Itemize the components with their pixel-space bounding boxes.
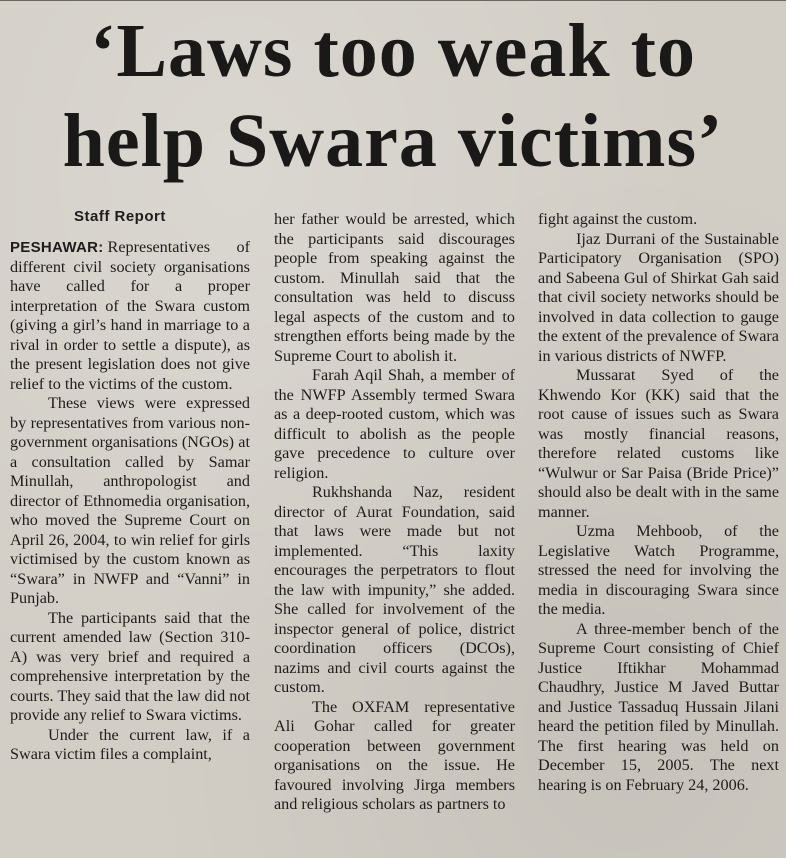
paragraph: The OXFAM representative Ali Gohar called for greater cooperation between government organisations on the issue. He favoured involving Jirga members and religious scholars as partners to <box>274 697 515 813</box>
headline-line-1: ‘Laws too weak to <box>90 9 696 93</box>
paragraph: A three-member bench of the Supreme Court consisting of Chief Justice Iftikhar Mohammad Chaudhry, Justice M Javed Buttar and Justice Tassaduq Hussain Jilani heard the petition filed by Minullah. The first hearing was held on December 15, 2005. The next hearing is on February 24, 2006. <box>538 619 779 794</box>
paragraph: These views were expressed by representatives from various non-government organisations (NGOs) at a consultation called by Samar Minullah, anthropologist and director of Ethnomedia organisation, who moved the Supreme Court on April 26, 2004, to win relief for girls victimised by the custom known as “Swara” in NWFP and “Vanni” in Punjab. <box>10 394 250 607</box>
paragraph: Uzma Mehboob, of the Legislative Watch Programme, stressed the need for involving the media in discouraging Swara since the media. <box>538 522 779 618</box>
article-column-3 <box>538 210 779 795</box>
paragraph: Mussarat Syed of the Khwendo Kor (KK) said that the root cause of issues such as Swara was mostly financial reasons, therefore related customs like “Wulwur or Sar Paisa (Bride Price)” should also be dealt with in the same manner. <box>538 366 779 521</box>
paragraph <box>10 238 250 394</box>
paragraph: Farah Aqil Shah, a member of the NWFP Assembly termed Swara as a deep-rooted custom, which was difficult to abolish as the people gave precedence to culture over religion. <box>274 366 515 482</box>
dateline: PESHAWAR: <box>10 239 104 256</box>
paragraph: fight against the custom. <box>538 210 698 228</box>
top-rule <box>0 0 786 5</box>
paragraph: her father would be arrested, which the participants said discourages people from speaking against the custom. Minullah said that the consultation was held to discuss legal aspects of the custom and to strengthen efforts being made by the Supreme Court to abolish it. <box>274 210 515 365</box>
paragraph: Under the current law, if a Swara victim files a complaint, <box>10 725 250 763</box>
paragraph: Ijaz Durrani of the Sustainable Participatory Organisation (SPO) and Sabeena Gul of Shirkat Gah said that civil society networks should be involved in data collection to gauge the extent of the prevalence of Swara in various districts of NWFP. <box>538 229 779 365</box>
article-column-1 <box>10 208 250 765</box>
byline: Staff Report <box>74 208 166 225</box>
paragraph: The participants said that the current amended law (Section 310-A) was very brief and required a comprehensive interpretation by the courts. They said that the law did not provide any relief to Swara victims. <box>10 608 250 724</box>
headline <box>0 6 786 186</box>
paragraph: Rukhshanda Naz, resident director of Aurat Foundation, said that laws were made but not implemented. “This laxity encourages the perpetrators to flout the law with impunity,” she added. She called for involvement of the inspector general of police, district coordination officers (DCOs), nazims and civil courts against the custom. <box>274 483 515 696</box>
paragraph-text: Representatives of different civil society organisations have called for a proper interpretation of the Swara custom (giving a girl’s hand in marriage to a rival in order to settle a dispute), as the present legislation does not give relief to the victims of the custom. <box>10 238 250 393</box>
article-column-2 <box>274 210 515 815</box>
headline-line-2: help Swara victims’ <box>62 99 724 183</box>
